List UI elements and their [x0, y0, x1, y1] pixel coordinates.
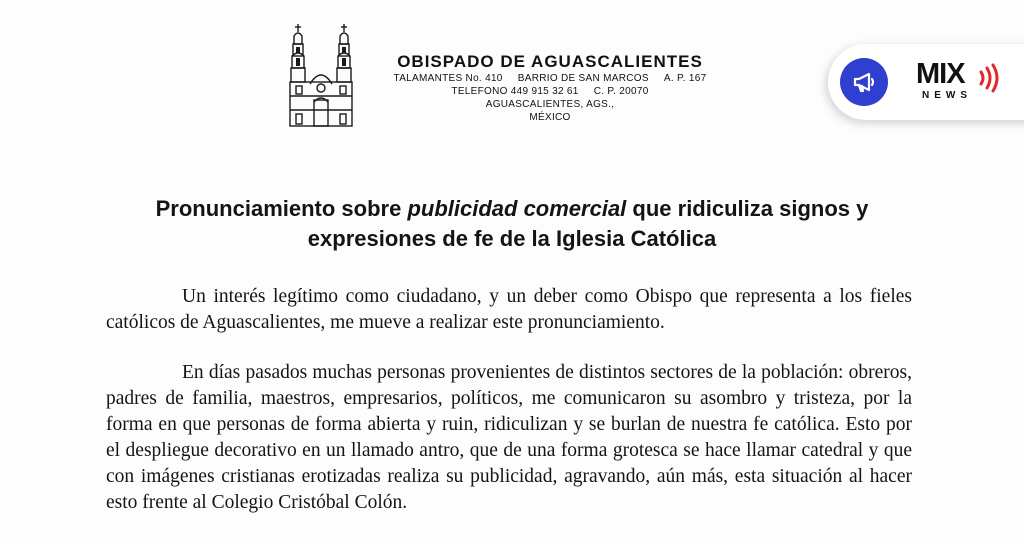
letterhead [360, 52, 740, 124]
megaphone-button[interactable] [840, 58, 888, 106]
street: TALAMANTES No. 410 [393, 73, 503, 84]
district: BARRIO DE SAN MARCOS [517, 73, 649, 84]
diocese-name: OBISPADO DE AGUASCALIENTES [397, 52, 703, 71]
title-italic: publicidad comercial [407, 196, 627, 221]
paragraph-1-text: Un interés legítimo como ciudadano, y un deber como Obispo que representa a los fieles católicos de Aguascalientes, me mueve a realizar este pronunciamiento. [106, 286, 912, 333]
signal-waves-icon [978, 63, 1000, 93]
phone: TELEFONO 449 915 32 61 [451, 86, 579, 97]
contact-line [360, 85, 740, 98]
mix-news-logo[interactable] [916, 60, 1000, 100]
news-wordmark: NEWS [922, 90, 972, 101]
city-line: AGUASCALIENTES, AGS., [485, 99, 615, 110]
mix-wordmark: MIX [916, 58, 965, 90]
title-line2: expresiones de fe de la Iglesia Católica [307, 226, 717, 251]
document-title [100, 194, 924, 254]
megaphone-icon [850, 68, 878, 96]
paragraph-2-text: En días pasados muchas personas provenientes de distintos sectores de la población: obreros, padres de familia, maestros, empresarios, políticos, me comunicaron su asombro y tristeza, por la forma en que personas de forma abierta y ruin, ridiculizan y se burlan de nuestra fe católica. Esto por el despliegue decorativo en un llamado antro, que de una forma grotesca se hace llamar catedral y que con imágenes cristianas erotizadas realiza su publicidad, agravando, aún más, esta situación al hacer esto frente al Colegio Cristóbal Colón. [106, 362, 912, 513]
cathedral-crest-icon [286, 22, 356, 130]
address-line [360, 72, 740, 85]
title-part1: Pronunciamiento sobre [155, 196, 408, 221]
postal-code: C. P. 20070 [593, 86, 649, 97]
country-line: MÉXICO [529, 112, 571, 123]
po-box: A. P. 167 [663, 73, 707, 84]
paragraph-2 [106, 360, 912, 516]
title-part2: que ridiculiza signos y [626, 196, 869, 221]
paragraph-1 [106, 284, 912, 336]
